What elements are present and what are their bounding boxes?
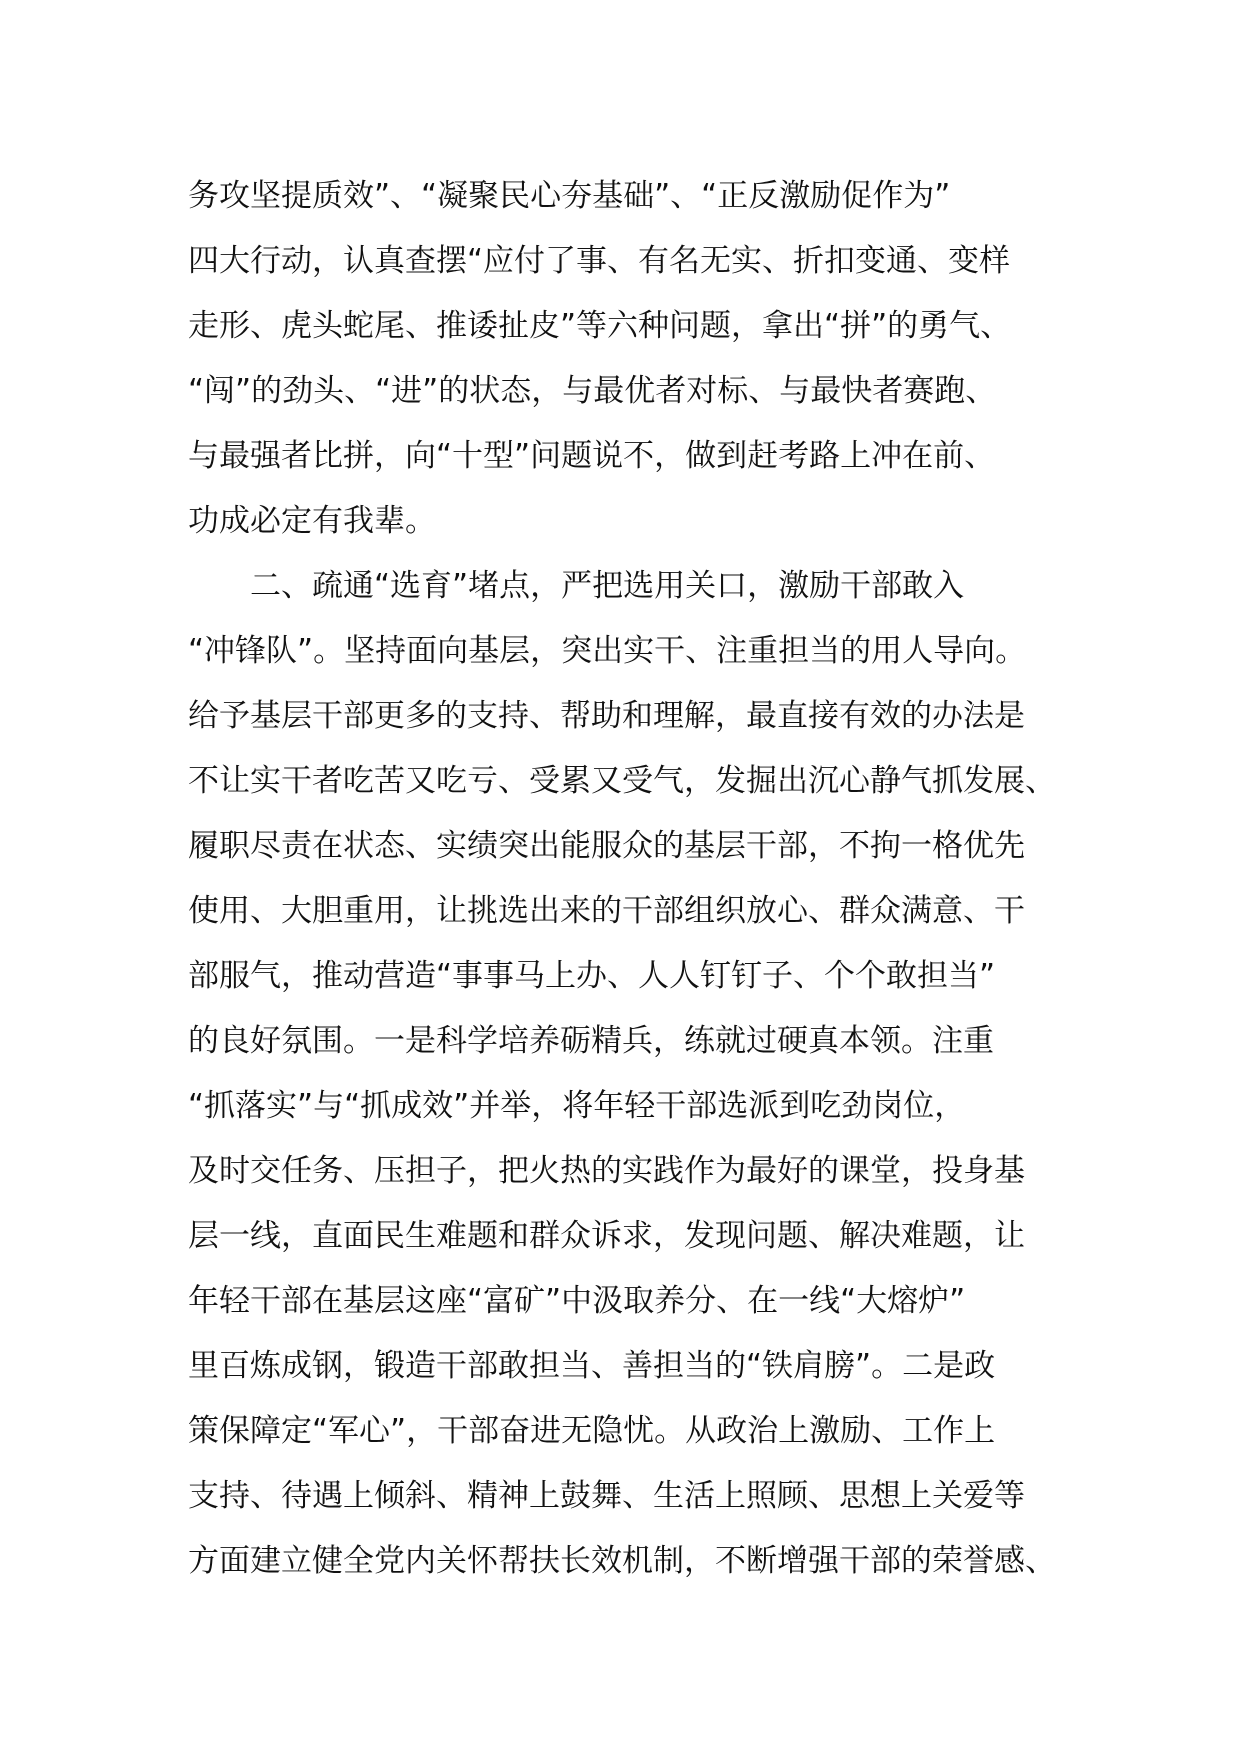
text-line: 支持、待遇上倾斜、精神上鼓舞、生活上照顾、思想上关爱等 <box>188 1478 1025 1514</box>
text-line: 与最强者比拼，向“十型”问题说不，做到赶考路上冲在前、 <box>188 438 996 474</box>
text-line: 方面建立健全党内关怀帮扶长效机制，不断增强干部的荣誉感、 <box>188 1543 1056 1579</box>
text-line: “抓落实”与“抓成效”并举，将年轻干部选派到吃劲岗位， <box>188 1088 966 1124</box>
text-line: 履职尽责在状态、实绩突出能服众的基层干部，不拘一格优先 <box>188 828 1025 864</box>
text-line: 四大行动，认真查摆“应付了事、有名无实、折扣变通、变样 <box>188 243 1011 279</box>
text-line: 层一线，直面民生难题和群众诉求，发现问题、解决难题，让 <box>188 1218 1025 1254</box>
text-line: 的良好氛围。一是科学培养砺精兵，练就过硬真本领。注重 <box>188 1023 994 1059</box>
text-line: 及时交任务、压担子，把火热的实践作为最好的课堂，投身基 <box>188 1153 1025 1189</box>
text-line: 走形、虎头蛇尾、推诿扯皮”等六种问题，拿出“拼”的勇气、 <box>188 308 1012 344</box>
text-line: 策保障定“军心”，干部奋进无隐忧。从政治上激励、工作上 <box>188 1413 996 1449</box>
paragraph-heading-line: 二、疏通“选育”堵点，严把选用关口，激励干部敢入 <box>250 568 965 604</box>
text-line: 年轻干部在基层这座“富矿”中汲取养分、在一线“大熔炉” <box>188 1283 966 1319</box>
text-line: 功成必定有我辈。 <box>188 503 436 539</box>
text-line: 部服气，推动营造“事事马上办、人人钉钉子、个个敢担当” <box>188 958 996 994</box>
text-line: “闯”的劲头、“进”的状态，与最优者对标、与最快者赛跑、 <box>188 373 997 409</box>
text-line: 使用、大胆重用，让挑选出来的干部组织放心、群众满意、干 <box>188 893 1025 929</box>
text-line: 给予基层干部更多的支持、帮助和理解，最直接有效的办法是 <box>188 698 1025 734</box>
body-text <box>188 164 1088 1594</box>
text-line: 务攻坚提质效”、“凝聚民心夯基础”、“正反激励促作为” <box>188 178 951 214</box>
text-line: “冲锋队”。坚持面向基层，突出实干、注重担当的用人导向。 <box>188 633 1027 669</box>
text-line: 不让实干者吃苦又吃亏、受累又受气，发掘出沉心静气抓发展、 <box>188 763 1056 799</box>
text-line: 里百炼成钢，锻造干部敢担当、善担当的“铁肩膀”。二是政 <box>188 1348 996 1384</box>
